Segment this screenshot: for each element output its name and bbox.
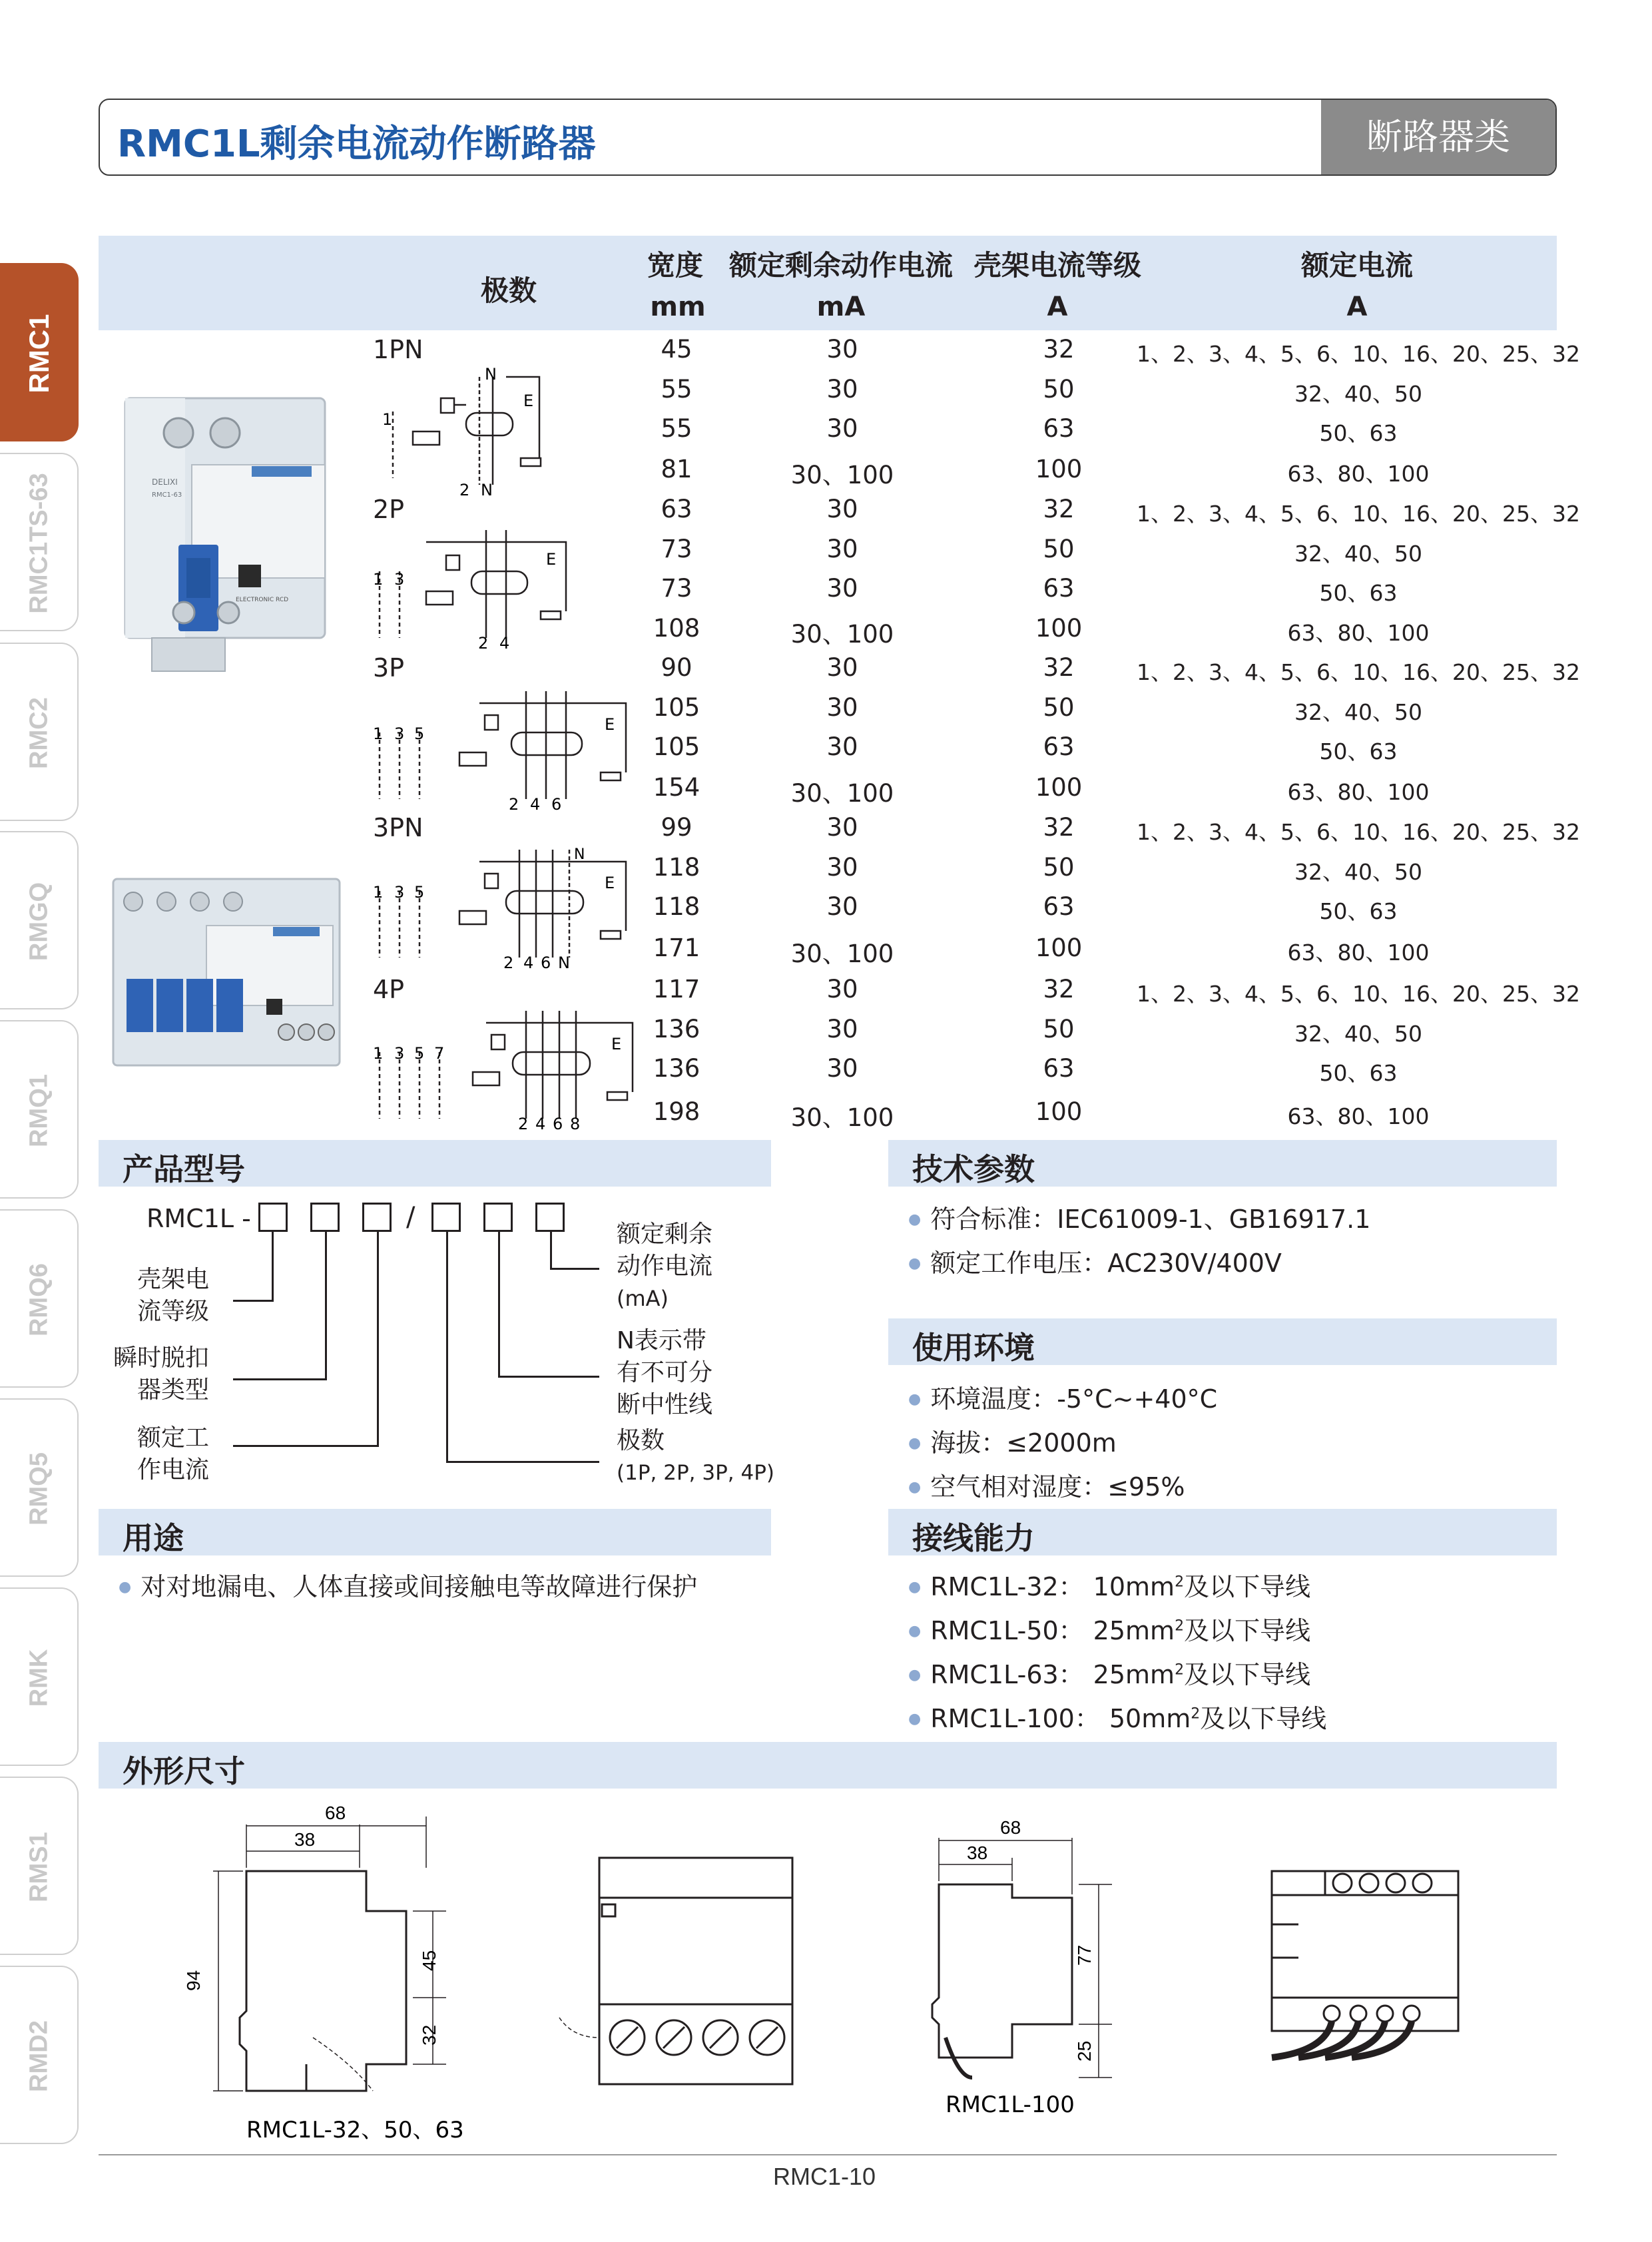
unit-rated: A <box>1346 292 1368 322</box>
cell-residual: 30 <box>826 1015 858 1043</box>
cell-residual: 30 <box>826 574 858 603</box>
cell-residual: 30 <box>826 853 858 882</box>
label-neutral-2: 有不可分 <box>617 1359 713 1386</box>
cell-frame: 50 <box>1043 1015 1075 1043</box>
wiring-size: 50mm <box>1109 1704 1191 1733</box>
cell-width: 81 <box>661 455 692 483</box>
cell-rated: 32、40、50 <box>1294 381 1422 407</box>
section-dims-title: 外形尺寸 <box>123 1753 245 1789</box>
d5-side-1: 1 <box>373 1044 384 1063</box>
code-box-4 <box>431 1203 461 1232</box>
dim-large-77: 77 <box>1074 1944 1095 1966</box>
cell-width: 154 <box>653 773 700 802</box>
d2-bottom-1: 2 <box>478 634 489 651</box>
wiring-diagram-2p <box>366 525 579 651</box>
side-tab-rmq6[interactable] <box>0 1209 79 1388</box>
col-width: 宽度 <box>647 249 704 282</box>
side-tab-rmc1ts-63[interactable] <box>0 453 79 631</box>
d1-bottom-1: 2 <box>459 481 470 498</box>
side-tab-rmq5[interactable] <box>0 1398 79 1577</box>
wiring-sup: 2 <box>1191 1705 1201 1723</box>
cell-rated: 63、80、100 <box>1287 940 1430 966</box>
side-tab-rmq1[interactable] <box>0 1020 79 1199</box>
dimension-drawing-small-front <box>546 1844 799 2098</box>
leader-1h <box>233 1300 274 1302</box>
label-residual-1: 额定剩余 <box>617 1221 713 1248</box>
label-neutral <box>617 1325 712 1421</box>
cell-width: 105 <box>653 732 700 761</box>
wiring-item <box>908 1654 1310 1691</box>
side-tab-rmc1[interactable] <box>0 263 79 441</box>
section-dims <box>99 1742 1557 1789</box>
cell-frame: 63 <box>1043 732 1075 761</box>
side-tab-rmk[interactable] <box>0 1587 79 1766</box>
label-neutral-1: N表示带 <box>617 1327 706 1354</box>
cell-frame: 32 <box>1043 975 1075 1003</box>
d3-bottom-1: 2 <box>509 795 519 812</box>
wiring-model: RMC1L-100： <box>930 1704 1100 1733</box>
wiring-suffix: 及以下导线 <box>1184 1572 1311 1601</box>
wiring-model: RMC1L-63： <box>930 1660 1084 1689</box>
section-usage-title: 用途 <box>123 1520 184 1556</box>
section-wiring <box>888 1509 1557 1555</box>
cell-width: 108 <box>653 614 700 643</box>
label-poles-2: (1P, 2P, 3P, 4P) <box>617 1461 774 1485</box>
col-frame: 壳架电流等级 <box>973 249 1142 282</box>
dim-small-94: 94 <box>183 1970 204 1991</box>
label-rated-2: 作电流 <box>137 1456 210 1484</box>
cell-frame: 63 <box>1043 574 1075 603</box>
cell-rated: 50、63 <box>1319 420 1398 446</box>
cell-frame: 100 <box>1035 1097 1083 1126</box>
cell-residual: 30 <box>826 414 858 443</box>
page-header <box>99 99 1557 176</box>
d4-side-1: 1 <box>373 883 384 902</box>
cell-residual: 30 <box>826 335 858 364</box>
cell-rated: 1、2、3、4、5、6、10、16、20、25、32 <box>1137 659 1580 685</box>
d4-side-2: 3 <box>394 883 405 902</box>
leader-1 <box>272 1232 274 1301</box>
cell-frame: 50 <box>1043 535 1075 563</box>
cell-frame: 32 <box>1043 335 1075 364</box>
cell-rated: 1、2、3、4、5、6、10、16、20、25、32 <box>1137 341 1580 367</box>
cell-rated: 32、40、50 <box>1294 699 1422 725</box>
d4-bottom-3: 6 <box>541 954 551 971</box>
dim-large-68: 68 <box>1000 1817 1021 1838</box>
cell-residual: 30 <box>826 975 858 1003</box>
dimension-drawing-large-side <box>919 1811 1132 2117</box>
cell-width: 118 <box>653 853 700 882</box>
cell-width: 171 <box>653 934 700 962</box>
brand-text: DELIXI <box>152 477 178 487</box>
side-tab-label: RMGQ <box>25 882 53 962</box>
d3-bottom-3: 6 <box>551 795 562 812</box>
label-frame <box>137 1264 209 1328</box>
usage-item: ● 对对地漏电、人体直接或间接触电等故障进行保护 <box>119 1566 697 1603</box>
label-poles <box>617 1425 774 1489</box>
cell-width: 136 <box>653 1015 700 1043</box>
wiring-item <box>908 1566 1310 1603</box>
wiring-sup: 2 <box>1175 1661 1185 1679</box>
wiring-diagram-4p <box>366 1005 646 1132</box>
code-box-3 <box>362 1203 392 1232</box>
cell-width: 117 <box>653 975 700 1003</box>
cell-residual: 30、100 <box>790 620 894 649</box>
section-tech <box>888 1140 1557 1187</box>
section-wiring-title: 接线能力 <box>912 1520 1035 1556</box>
d3-side-3: 5 <box>414 724 425 743</box>
side-tab-rmd2[interactable] <box>0 1966 79 2144</box>
cell-residual: 30、100 <box>790 461 894 489</box>
pole-label: 1PN <box>373 335 423 364</box>
code-box-6 <box>535 1203 565 1232</box>
unit-frame: A <box>1047 292 1068 322</box>
dim-large-25: 25 <box>1074 2040 1095 2062</box>
cell-rated: 63、80、100 <box>1287 779 1430 805</box>
leader-3h <box>233 1445 379 1447</box>
cell-frame: 32 <box>1043 813 1075 842</box>
cell-rated: 63、80、100 <box>1287 620 1430 646</box>
wiring-model: RMC1L-50： <box>930 1616 1084 1645</box>
side-tab-label: RMQ5 <box>25 1452 53 1526</box>
label-trip <box>113 1342 209 1406</box>
cell-residual: 30、100 <box>790 1103 894 1132</box>
d3-e: E <box>605 715 615 734</box>
d1-bottom-2: N <box>481 481 493 498</box>
d5-side-4: 7 <box>434 1044 445 1063</box>
d3-bottom-2: 4 <box>530 795 541 812</box>
cell-width: 136 <box>653 1054 700 1083</box>
cell-width: 45 <box>661 335 692 364</box>
cell-frame: 100 <box>1035 455 1083 483</box>
cell-rated: 1、2、3、4、5、6、10、16、20、25、32 <box>1137 819 1580 845</box>
section-env-title: 使用环境 <box>912 1330 1035 1366</box>
side-tab-label: RMQ1 <box>25 1074 53 1147</box>
pole-label: 3PN <box>373 813 423 842</box>
cell-width: 118 <box>653 892 700 921</box>
d1-e: E <box>523 392 534 410</box>
cell-residual: 30 <box>826 732 858 761</box>
d5-bottom-3: 6 <box>553 1115 563 1132</box>
d5-bottom-1: 2 <box>518 1115 529 1132</box>
product-image-2p <box>112 392 338 685</box>
cell-frame: 32 <box>1043 495 1075 523</box>
leader-4h <box>446 1461 599 1463</box>
cell-frame: 100 <box>1035 614 1083 643</box>
badge-text: RMC1-63 <box>152 491 182 499</box>
wiring-suffix: 及以下导线 <box>1184 1660 1311 1689</box>
label-trip-2: 器类型 <box>137 1376 210 1404</box>
cell-width: 73 <box>661 535 692 563</box>
wiring-sup: 2 <box>1175 1573 1185 1591</box>
side-tab-rmc2[interactable] <box>0 643 79 821</box>
d4-bottom-4: N <box>558 954 570 971</box>
cell-frame: 100 <box>1035 773 1083 802</box>
dimension-drawing-large-front <box>1258 1858 1472 2084</box>
wiring-diagram-3p <box>366 686 633 812</box>
label-residual-3: (mA) <box>617 1286 669 1311</box>
wiring-suffix: 及以下导线 <box>1184 1616 1311 1645</box>
cell-rated: 32、40、50 <box>1294 541 1422 567</box>
cell-frame: 50 <box>1043 853 1075 882</box>
d2-bottom-2: 4 <box>499 634 510 651</box>
wiring-sup: 2 <box>1175 1617 1185 1635</box>
label-frame-2: 流等级 <box>137 1298 210 1325</box>
cell-residual: 30 <box>826 813 858 842</box>
tech-voltage: ● 额定工作电压：AC230V/400V <box>908 1243 1282 1279</box>
wiring-item <box>908 1698 1326 1735</box>
leader-5 <box>498 1232 500 1377</box>
d4-side-3: 5 <box>414 883 425 902</box>
leader-5h <box>498 1376 599 1378</box>
d2-e: E <box>546 550 557 569</box>
cell-frame: 100 <box>1035 934 1083 962</box>
footer-divider <box>99 2154 1557 2155</box>
cell-rated: 50、63 <box>1319 580 1398 606</box>
spec-table-header <box>99 236 1557 330</box>
side-tab-label: RMC2 <box>25 697 53 769</box>
side-tab-label: RMS1 <box>25 1832 53 1902</box>
dim-small-38: 38 <box>294 1829 316 1850</box>
d4-bottom-1: 2 <box>503 954 514 971</box>
cell-residual: 30 <box>826 375 858 404</box>
cell-width: 198 <box>653 1097 700 1126</box>
cell-residual: 30 <box>826 1054 858 1083</box>
env-temperature: ● 环境温度：-5°C~+40°C <box>908 1378 1217 1415</box>
section-model <box>99 1140 771 1187</box>
env-humidity: ● 空气相对湿度：≤95% <box>908 1466 1185 1503</box>
side-tab-label: RMQ6 <box>25 1263 53 1336</box>
leader-3 <box>377 1232 379 1446</box>
side-tab-label: RMD2 <box>25 2020 53 2092</box>
cell-width: 90 <box>661 653 692 682</box>
cell-width: 55 <box>661 375 692 404</box>
code-box-2 <box>310 1203 340 1232</box>
wiring-suffix: 及以下导线 <box>1200 1704 1327 1733</box>
cell-frame: 63 <box>1043 414 1075 443</box>
label-frame-1: 壳架电 <box>137 1266 210 1293</box>
cell-width: 105 <box>653 693 700 722</box>
section-usage <box>99 1509 771 1555</box>
pole-label: 2P <box>373 495 405 524</box>
label-residual <box>617 1219 712 1314</box>
cell-residual: 30、100 <box>790 940 894 968</box>
label-poles-1: 极数 <box>617 1427 665 1454</box>
code-box-1 <box>258 1203 288 1232</box>
d4-bottom-2: 4 <box>523 954 534 971</box>
leader-6 <box>550 1232 552 1269</box>
col-residual: 额定剩余动作电流 <box>728 249 954 282</box>
d5-bottom-2: 4 <box>535 1115 546 1132</box>
d4-e: E <box>605 874 615 892</box>
cell-residual: 30、100 <box>790 779 894 808</box>
wiring-size: 10mm <box>1093 1572 1175 1601</box>
dim-small-32: 32 <box>419 2024 439 2046</box>
cell-residual: 30 <box>826 693 858 722</box>
cell-width: 73 <box>661 574 692 603</box>
d5-e: E <box>611 1035 622 1053</box>
leader-2 <box>325 1232 327 1380</box>
cell-rated: 50、63 <box>1319 898 1398 924</box>
d1-top: N <box>485 365 497 384</box>
dim-large-38: 38 <box>967 1842 988 1863</box>
d4-top: N <box>574 846 585 863</box>
pole-label: 3P <box>373 653 405 683</box>
pole-label: 4P <box>373 975 405 1004</box>
cell-residual: 30 <box>826 653 858 682</box>
dim-large-caption: RMC1L-100 <box>946 2092 1075 2117</box>
model-slash: / <box>406 1202 415 1233</box>
label-neutral-3: 断中性线 <box>617 1391 713 1418</box>
d5-side-3: 5 <box>414 1044 425 1063</box>
cell-rated: 63、80、100 <box>1287 461 1430 487</box>
cell-width: 55 <box>661 414 692 443</box>
d3-side-1: 1 <box>373 724 384 743</box>
side-tab-label: RMC1 <box>23 314 55 394</box>
env-altitude: ● 海拔：≤2000m <box>908 1422 1117 1459</box>
d2-side-1: 1 <box>373 570 384 589</box>
cell-frame: 63 <box>1043 1054 1075 1083</box>
cell-frame: 63 <box>1043 892 1075 921</box>
cell-residual: 30 <box>826 495 858 523</box>
cell-residual: 30 <box>826 892 858 921</box>
unit-width: mm <box>650 292 706 322</box>
wiring-diagram-3pn <box>366 844 633 971</box>
wiring-diagram-1pn <box>366 365 573 498</box>
label-rated <box>137 1422 209 1486</box>
section-model-title: 产品型号 <box>123 1151 245 1187</box>
dimension-drawing-small-side <box>180 1798 486 2144</box>
cell-frame: 50 <box>1043 375 1075 404</box>
d5-side-2: 3 <box>394 1044 405 1063</box>
cell-residual: 30 <box>826 535 858 563</box>
d5-bottom-4: 8 <box>570 1115 581 1132</box>
side-tab-rmgq[interactable] <box>0 831 79 1009</box>
d2-side-2: 3 <box>394 570 405 589</box>
leader-6h <box>550 1268 599 1270</box>
tech-standard: ● 符合标准：IEC61009-1、GB16917.1 <box>908 1199 1370 1235</box>
wiring-model: RMC1L-32： <box>930 1572 1084 1601</box>
cell-rated: 32、40、50 <box>1294 859 1422 885</box>
wiring-size: 25mm <box>1093 1616 1175 1645</box>
wiring-size: 25mm <box>1093 1660 1175 1689</box>
unit-residual: mA <box>816 292 866 322</box>
code-box-5 <box>483 1203 513 1232</box>
wiring-item <box>908 1610 1310 1647</box>
section-env <box>888 1318 1557 1365</box>
cell-rated: 1、2、3、4、5、6、10、16、20、25、32 <box>1137 501 1580 527</box>
cell-width: 63 <box>661 495 692 523</box>
dim-small-45: 45 <box>419 1950 439 1971</box>
category-label: 断路器类 <box>1321 100 1555 174</box>
cell-rated: 63、80、100 <box>1287 1103 1430 1129</box>
cell-rated: 32、40、50 <box>1294 1021 1422 1047</box>
dim-small-68: 68 <box>325 1803 346 1823</box>
d1-side-1: 1 <box>382 410 393 429</box>
model-prefix: RMC1L - <box>146 1204 251 1233</box>
dim-small-caption: RMC1L-32、50、63 <box>246 2117 464 2143</box>
panel-text: ELECTRONIC RCD <box>236 597 289 603</box>
side-tab-label: RMC1TS-63 <box>25 473 53 614</box>
cell-rated: 1、2、3、4、5、6、10、16、20、25、32 <box>1137 981 1580 1007</box>
page-number: RMC1-10 <box>772 2163 876 2190</box>
cell-width: 99 <box>661 813 692 842</box>
leader-4 <box>446 1232 448 1462</box>
cell-rated: 50、63 <box>1319 738 1398 764</box>
side-tab-label: RMK <box>25 1649 53 1707</box>
label-rated-1: 额定工 <box>137 1424 210 1452</box>
section-tech-title: 技术参数 <box>912 1151 1035 1187</box>
cell-rated: 50、63 <box>1319 1060 1398 1086</box>
d3-side-2: 3 <box>394 724 405 743</box>
label-residual-2: 动作电流 <box>617 1253 713 1280</box>
page-title: RMC1L剩余电流动作断路器 <box>117 123 596 166</box>
cell-frame: 32 <box>1043 653 1075 682</box>
col-rated: 额定电流 <box>1300 249 1414 282</box>
product-image-4p <box>107 872 360 1072</box>
col-poles: 极数 <box>480 274 537 307</box>
leader-2h <box>233 1378 327 1380</box>
label-trip-1: 瞬时脱扣 <box>113 1344 210 1372</box>
cell-frame: 50 <box>1043 693 1075 722</box>
side-tab-rms1[interactable] <box>0 1777 79 1955</box>
